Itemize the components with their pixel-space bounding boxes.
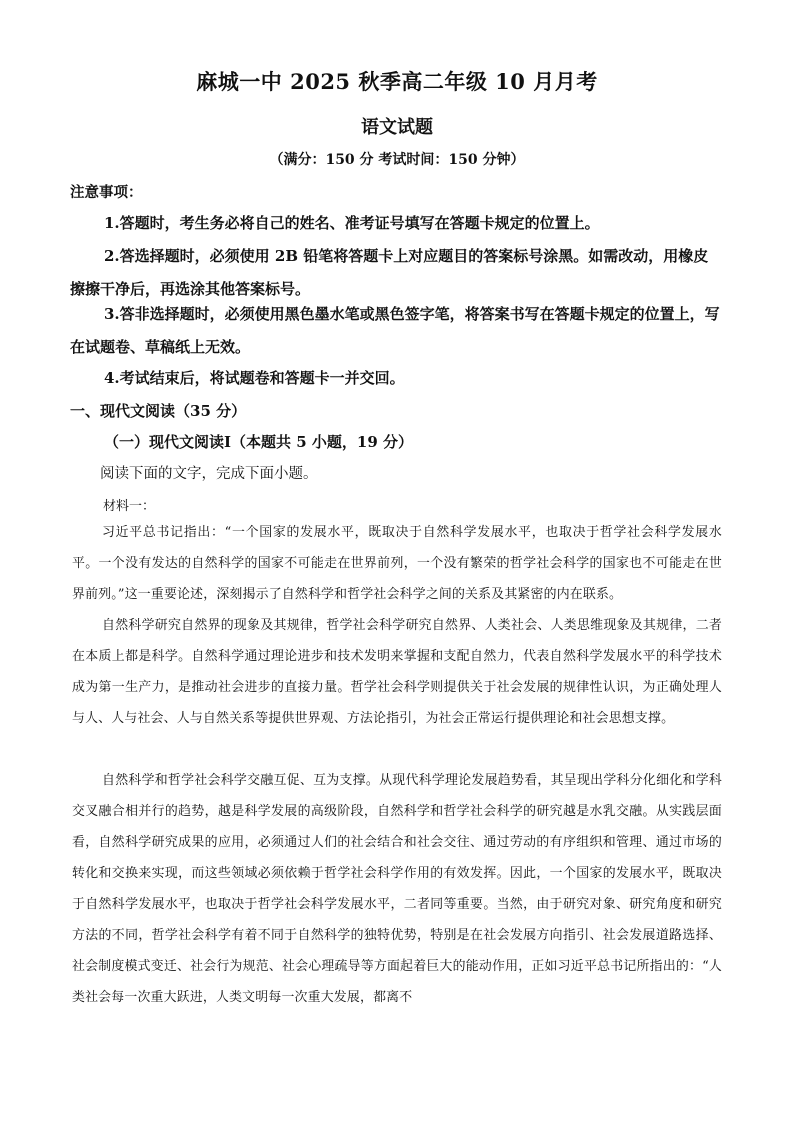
notice-heading: 注意事项： [70,184,143,201]
notice-item-4: 4.考试结束后，将试题卷和答题卡一并交回。 [104,369,405,387]
section-heading: 一、现代文阅读（35 分） [70,402,247,420]
paragraph-2: 自然科学研究自然界的现象及其规律，哲学社会科学研究自然界、人类社会、人类思维现象及其规律，二者在本质上都是科学。自然科学通过理论进步和技术发明来掌握和支配自然力，代表自然科学发展水平的科学技术成为第一生产力，是推动社会进步的直接力量。哲学社会科学则提供关于社会发展的规律性认识，为正确处理人与人、人与社会、人与自然关系等提供世界观、方法论指引，为社会正常运行提供理论和社会思想支撑。 [72,618,722,726]
exam-meta: （满分：150 分 考试时间：150 分钟） [269,152,525,168]
exam-title: 麻城一中 2025 秋季高二年级 10 月月考 [196,69,598,94]
paragraph-1: 习近平总书记指出：“一个国家的发展水平，既取决于自然科学发展水平，也取决于哲学社会科学发展水平。一个没有发达的自然科学的国家不可能走在世界前列，一个没有繁荣的哲学社会科学的国家也不可能走在世界前列。”这一重要论述，深刻揭示了自然科学和哲学社会科学之间的关系及其紧密的内在联系。 [72,525,722,602]
notice-item-1: 1.答题时，考生务必将自己的姓名、准考证号填写在答题卡规定的位置上。 [104,214,600,232]
paragraph-3: 自然科学和哲学社会科学交融互促、互为支撑。从现代科学理论发展趋势看，其呈现出学科分化细化和学科交叉融合相并行的趋势，越是科学发展的高级阶段，自然科学和哲学社会科学的研究越是水乳交融。从实践层面看，自然科学研究成果的应用，必须通过人们的社会结合和社会交往、通过劳动的有序组织和管理、通过市场的转化和交换来实现，而这些领域必须依赖于哲学社会科学作用的有效发挥。因此，一个国家的发展水平，既取决于自然科学发展水平，也取决于哲学社会科学发展水平，二者同等重要。当然，由于研究对象、研究角度和研究方法的不同，哲学社会科学有着不同于自然科学的独特优势，特别是在社会发展方向指引、社会发展道路选择、社会制度模式变迁、社会行为规范、社会心理疏导等方面起着巨大的能动作用，正如习近平总书记所指出的：“人类社会每一次重大跃进，人类文明每一次重大发展，都离不 [72,773,722,1005]
notice-item-2: 2.答选择题时，必须使用 2B 铅笔将答题卡上对应题目的答案标号涂黑。如需改动，用橡皮擦擦干净后，再选涂其他答案标号。 [70,247,709,298]
reading-instruction: 阅读下面的文字，完成下面小题。 [100,466,318,482]
subject-title: 语文试题 [361,117,433,138]
notice-item-3: 3.答非选择题时，必须使用黑色墨水笔或黑色签字笔，将答案书写在答题卡规定的位置上，写在试题卷、草稿纸上无效。 [70,305,720,356]
material-label: 材料一： [103,499,156,514]
subsection-heading: （一）现代文阅读Ⅰ（本题共 5 小题，19 分） [104,433,413,451]
